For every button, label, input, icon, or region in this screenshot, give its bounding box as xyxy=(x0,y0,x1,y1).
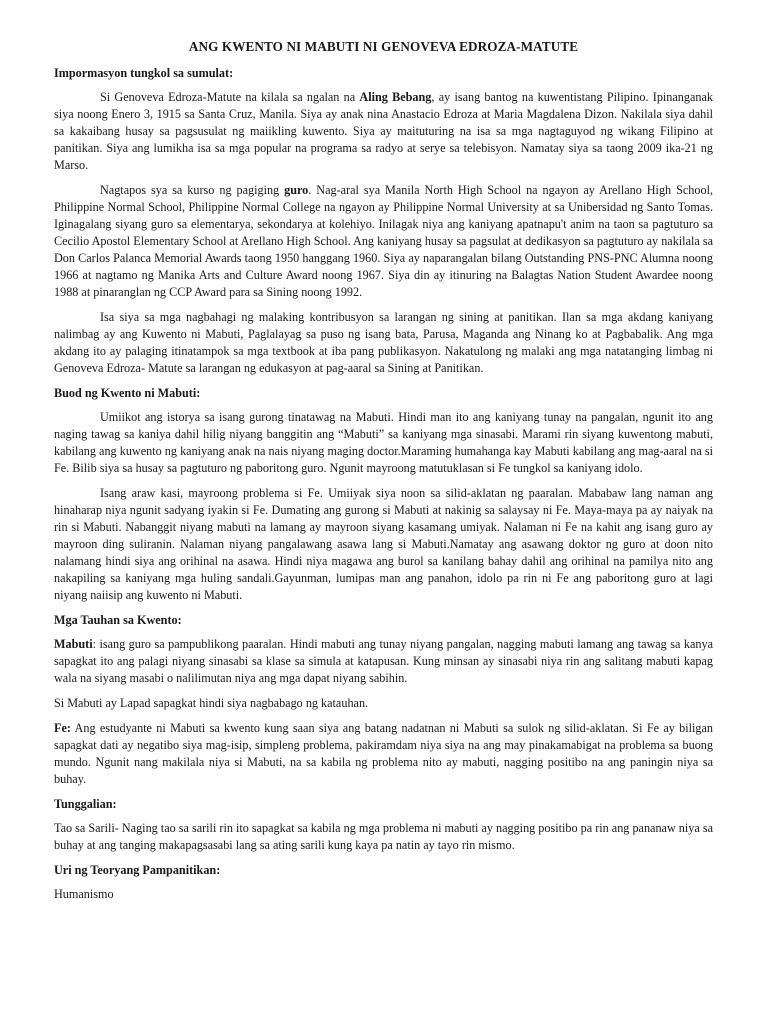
summary-heading: Buod ng Kwento ni Mabuti: xyxy=(54,386,201,400)
text-run: . Nag-aral sya Manila North High School na ngayon ay Arellano High School, Philippine Normal School, Philippine Normal College na ngayon ay Philippine Normal University at sa Unibersidad ng Santo Tomas. Iginagalang siyang guro sa elementarya, sekondarya at kolehiyo. Inilagak niya ang kaniyang apatnapu't anim na taon sa pagtuturo sa Cecilio Apostol Elementary School at Arellano High School. Ang kaniyang husay sa pagsulat at dedikasyon sa pagtuturo ay nakilala sa Don Carlos Palanca Memorial Awards taong 1950 hanggang 1960. Siya ay naparangalan bilang Outstanding PNS-PNC Alumna noong 1966 at nagtamo ng Manika Arts and Culture Award noong 1967. Siya din ay itinuring na Balagtas Nation Student Awardee noong 1988 at pinaranglan ng CCP Award para sa Sining noong 1992. xyxy=(54,183,713,299)
author-paragraph-2 xyxy=(54,182,713,301)
document-title: ANG KWENTO NI MABUTI NI GENOVEVA EDROZA-MATUTE xyxy=(188,39,579,54)
author-paragraph-1 xyxy=(54,89,713,174)
text-run: Nagtapos sya sa kurso ng pagiging xyxy=(100,183,285,197)
character-name: Mabuti xyxy=(54,637,93,651)
character-fe xyxy=(54,720,713,788)
character-name: Fe: xyxy=(54,721,71,735)
bold-word: guro xyxy=(284,183,309,197)
theory-text: Humanismo xyxy=(54,887,114,901)
character-description: : isang guro sa pampublikong paaralan. Hindi mabuti ang tunay niyang pangalan, nagging mabuti lamang ang tawag sa kanya sapagkat ito ang palagi niyang sinasabi sa klase sa simula at katapusan. Kung minsan ay sinasabi niya rin ang salitang mabuti kapag wala na siyang masabi o nalilimutan niya ang mga dapat niyang sabihin. xyxy=(54,637,713,685)
character-mabuti xyxy=(54,636,713,687)
author-paragraph-3: Isa siya sa mga nagbahagi ng malaking kontribusyon sa larangan ng sining at panitikan. Ilan sa mga akdang kaniyang nalimbag ay ang Kuwento ni Mabuti, Paglalayag sa puso ng isang bata, Parusa, Maganda ang Ninang ko at Pagbabalik. Ang mga akdang ito ay palaging itinatampok sa mga textbook at iba pang publikasyon. Nakatulong ng malaki ang mga natatanging limbag ni Genoveva Edroza- Matute sa larangan ng edukasyon at pag-aaral sa Sining at Panitikan. xyxy=(54,310,713,375)
author-info-heading: Impormasyon tungkol sa sumulat: xyxy=(54,66,234,80)
summary-paragraph-1: Umiikot ang istorya sa isang gurong tinatawag na Mabuti. Hindi man ito ang kaniyang tunay na pangalan, ngunit ito ang naging tawag sa kaniya dahil hilig niyang banggitin ang “Mabuti” sa kaniyang mga sinasabi. Marami rin siyang kuwentong mabuti, kabilang ang kuwento ng kaniyang anak na nais niyang maging doctor.Maraming humahanga kay Mabuti kabilang ang mag-aaral na si Fe. Bilib siya sa husay sa pagtuturo ng paboritong guro. Ngunit mayroong matutuklasan si Fe tungkol sa kaniyang idolo. xyxy=(54,410,713,475)
character-description: Ang estudyante ni Mabuti sa kwento kung saan siya ang batang nadatnan ni Mabuti sa sulok ng silid-aklatan. Si Fe ay biligan sapagkat dati ay negatibo siya mag-isip, simpleng problema, pakiramdam niya siya na ang may pinakamabigat na problema sa buong mundo. Ngunit nang makilala niya si Mabuti, na sa kabila ng problema nito ay mabuti, nagging positibo na ang paningin niya sa buhay. xyxy=(54,721,713,786)
character-lapad-note: Si Mabuti ay Lapad sapagkat hindi siya nagbabago ng katauhan. xyxy=(54,696,369,710)
conflict-heading: Tunggalian: xyxy=(54,797,117,811)
theory-heading: Uri ng Teoryang Pampanitikan: xyxy=(54,863,221,877)
bold-name: Aling Bebang xyxy=(359,90,432,104)
characters-heading: Mga Tauhan sa Kwento: xyxy=(54,613,182,627)
text-run: Si Genoveva Edroza-Matute na kilala sa ngalan na xyxy=(100,90,360,104)
conflict-text: Tao sa Sarili- Naging tao sa sarili rin ito sapagkat sa kabila ng mga problema ni mabuti ay nagging positibo pa rin ang pananaw niya sa buhay at ang tanging makapagsasabi lang sa ating sarili kung kaya pa natin ay tayo rin mismo. xyxy=(54,821,713,852)
summary-paragraph-2: Isang araw kasi, mayroong problema si Fe. Umiiyak siya noon sa silid-aklatan ng paaralan. Mababaw lang naman ang hinaharap niya ngunit sadyang iyakin si Fe. Dumating ang gurong si Mabuti at nakinig sa salaysay ni Fe. Maya-maya pa ay naiyak na rin si Mabuti. Nabanggit niyang mabuti na lamang ay mayroon siyang kasamang umiyak. Nalaman ni Fe na kahit ang isang guro ay mayroon ding suliranin. Nalaman niyang pangalawang asawa lang si Mabuti.Namatay ang asawang doktor ng guro at doon nito nalamang hindi siya ang orihinal na asawa. Hindi niya magawa ang burol sa kanilang bahay dahil ang orihinal na pamilya nito ang nakapiling sa kaniyang mga huling sandali.Gayunman, lumipas man ang panahon, idolo pa rin ni Fe ang paboritong guro at lagi niyang naiisip ang kuwento ni Mabuti. xyxy=(54,486,713,602)
text-run: , ay isang bantog na kuwentistang Pilipino. Ipinanganak siya noong Enero 3, 1915 sa Santa Cruz, Manila. Siya ay anak nina Anastacio Edroza at Maria Magdalena Dizon. Nakilala siya dahil sa kakaibang husay sa pagsusulat ng maiikling kuwento. Siya ay maituturing na isa sa mga nagtaguyod ng wikang Filipino at panitikan. Siya ang lumikha isa sa mga popular na programa sa radyo at serye sa telebisyon. Namatay siya sa taong 2009 ika-21 ng Marso. xyxy=(54,90,713,172)
